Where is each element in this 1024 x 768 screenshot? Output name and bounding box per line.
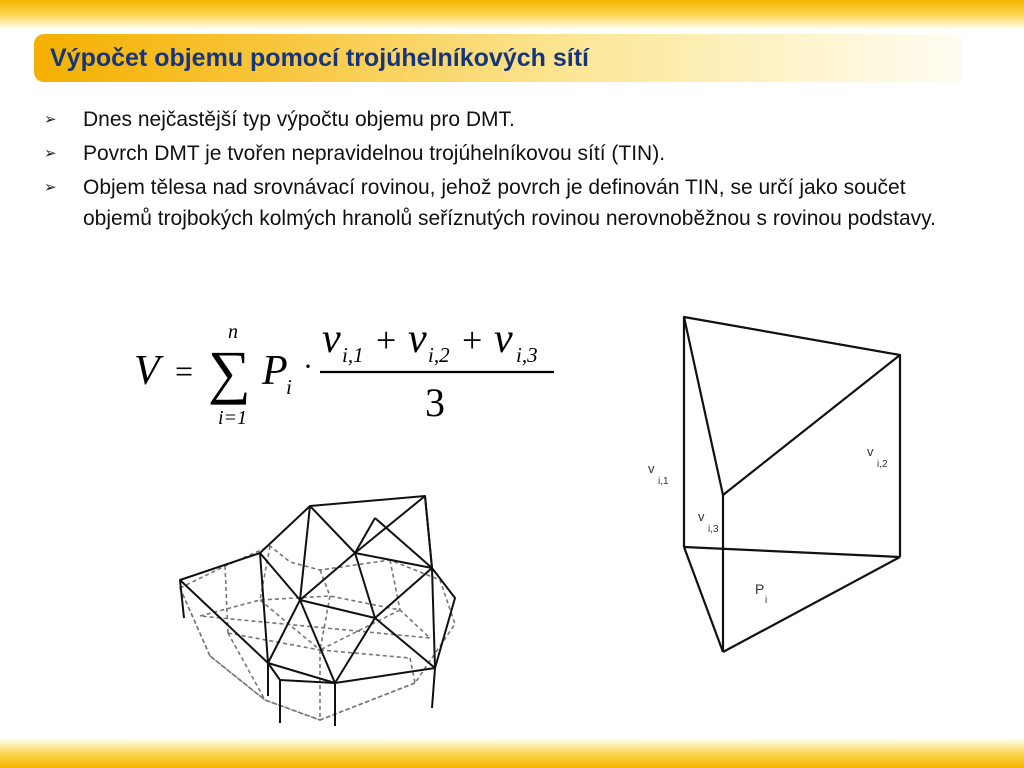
top-gold-band [0, 0, 1024, 30]
formula-dot: · [303, 350, 313, 383]
label-v-i2-sub: i,2 [877, 459, 888, 470]
sum-lower-limit: i=1 [218, 407, 248, 429]
bullet-item [44, 104, 974, 135]
bullet-text: Objem tělesa nad srovnávací rovinou, jehož povrch je definován TIN, se určí jako součet objemů trojbokých kolmých hranolů seříznutých rovinou nerovnoběžnou s rovinou podstavy. [83, 176, 936, 230]
formula-lhs: V [134, 348, 160, 394]
formula-denominator: 3 [425, 380, 445, 425]
numerator-v1-sub: i,1 [342, 343, 364, 367]
label-v-i3-sub: i,3 [708, 524, 719, 535]
sum-symbol: ∑ [208, 339, 251, 405]
label-v-i1-sub: i,1 [658, 476, 669, 487]
numerator-v2-sub: i,2 [428, 343, 450, 367]
bottom-gold-band [0, 738, 1024, 768]
sum-upper-limit: n [228, 321, 238, 343]
bullet-list [44, 104, 974, 237]
prism-edges [684, 317, 900, 652]
label-v-i1: v [648, 461, 655, 476]
arrow-bullet-icon: ➢ [44, 145, 57, 162]
bullet-text: Dnes nejčastější typ výpočtu objemu pro DMT. [83, 108, 515, 131]
formula-term-index: i [286, 375, 292, 399]
bullet-item [44, 172, 974, 234]
arrow-bullet-icon: ➢ [44, 111, 57, 128]
numerator-v2: v [408, 316, 427, 362]
arrow-bullet-icon: ➢ [44, 179, 57, 196]
formula-equals: = [175, 353, 194, 389]
volume-formula [120, 310, 580, 440]
tin-surface-figure [170, 488, 470, 728]
numerator-plus-2: + [462, 320, 483, 360]
label-p-i: P [755, 581, 765, 597]
label-v-i3: v [698, 509, 705, 524]
numerator-v1: v [322, 316, 341, 362]
bullet-text: Povrch DMT je tvořen nepravidelnou trojúhelníkovou sítí (TIN). [83, 142, 666, 165]
numerator-v3: v [494, 316, 513, 362]
formula-term: P [262, 348, 288, 394]
numerator-plus-1: + [376, 320, 397, 360]
slide-title: Výpočet objemu pomocí trojúhelníkových sítí [50, 44, 589, 72]
prism-figure [630, 305, 920, 670]
numerator-v3-sub: i,3 [516, 343, 538, 367]
bullet-item [44, 138, 974, 169]
label-v-i2: v [867, 444, 874, 459]
label-p-i-sub: i [765, 595, 768, 606]
base-dashed-grid [180, 546, 455, 720]
